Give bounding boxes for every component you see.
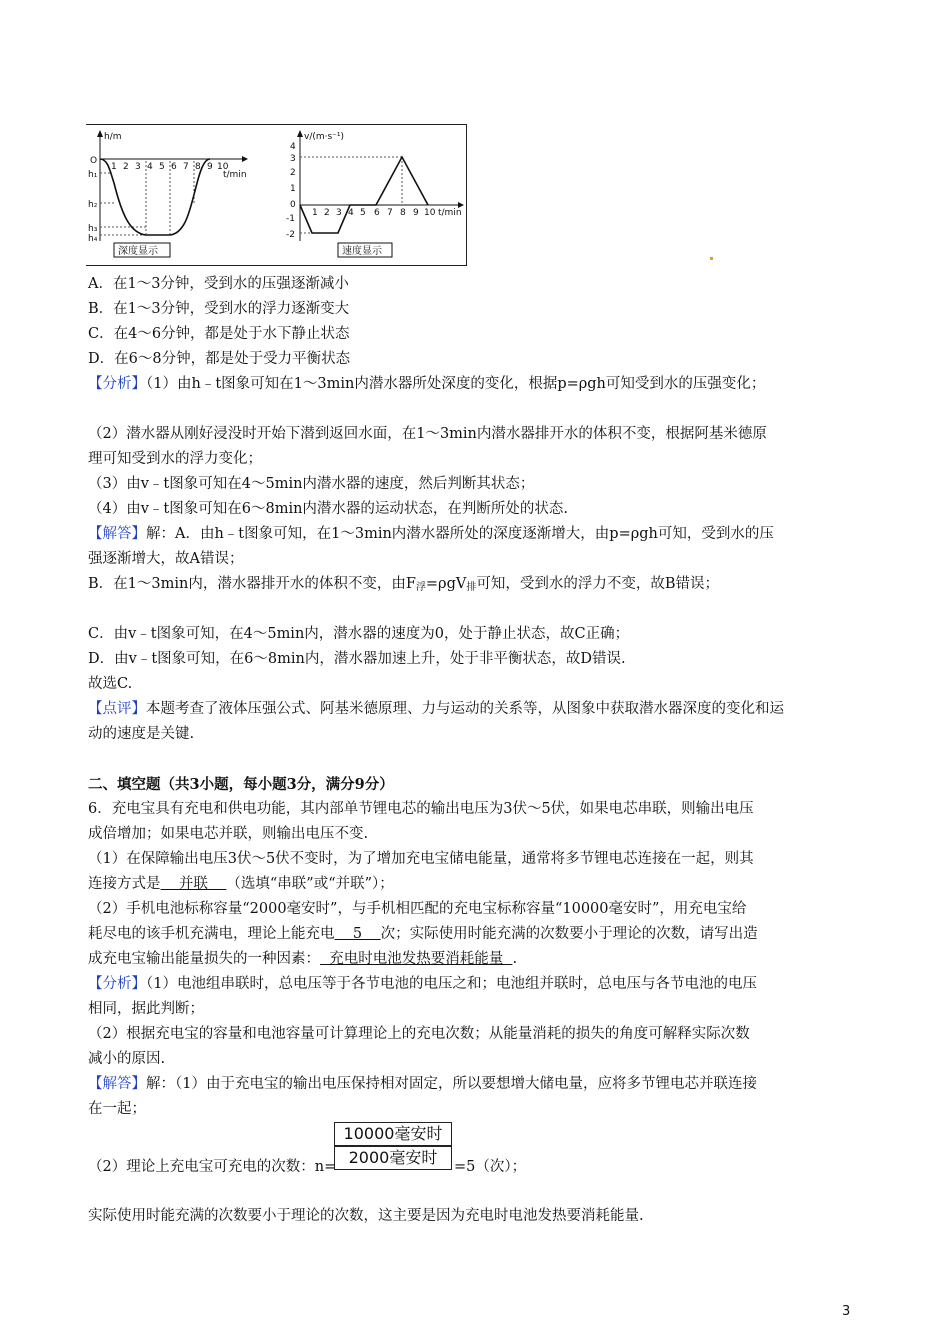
depth-x-tick: 9 <box>207 162 213 172</box>
q6-text: . <box>512 951 518 967</box>
velocity-x-tick: 9 <box>413 208 419 218</box>
q6-text: （选填“串联”或“并联”）； <box>226 876 394 892</box>
answer-text: B．在1～3min内，潜水器排开水的体积不变，由F <box>88 576 416 592</box>
depth-y-axis-label: h/m <box>104 132 122 142</box>
velocity-y-tick: -2 <box>286 230 295 240</box>
answer-text: D．由v﹣t图象可知，在6～8min内，潜水器加速上升，处于非平衡状态，故D错误. <box>88 651 626 667</box>
depth-origin-label: O <box>90 156 98 166</box>
question-body <box>88 272 878 1229</box>
velocity-x-tick: 10 <box>424 208 436 218</box>
answer-text: C．由v﹣t图象可知，在4～5min内，潜水器的速度为0，处于静止状态，故C正确； <box>88 626 630 642</box>
velocity-y-tick: 3 <box>290 154 296 164</box>
velocity-x-tick: 2 <box>324 208 330 218</box>
analysis-text: 理可知受到水的浮力变化； <box>88 451 262 467</box>
depth-x-tick: 5 <box>159 162 165 172</box>
subscript-buoyancy: 浮 <box>415 582 426 593</box>
fraction-numerator: 10000毫安时 <box>335 1123 451 1147</box>
depth-graph <box>88 130 248 257</box>
analysis-line <box>88 372 878 397</box>
fraction-line <box>88 1122 878 1182</box>
depth-x-tick: 1 <box>111 162 117 172</box>
q6-text: 次；实际使用时能充满的次数要小于理论的次数，请写出造 <box>380 926 758 942</box>
section-title: 二、填空题（共3小题，每小题3分，满分9分） <box>88 776 394 793</box>
depth-y-tick: h₃ <box>88 224 98 234</box>
depth-y-tick: h₂ <box>88 200 98 210</box>
analysis-tag: 【分析】 <box>88 376 146 392</box>
analysis2-line <box>88 972 878 997</box>
velocity-graph <box>286 130 464 257</box>
analysis-text: （1）由h﹣t图象可知在1～3min内潜水器所处深度的变化，根据p=ρgh可知受到水的压强变化； <box>146 376 766 392</box>
velocity-line <box>300 157 428 233</box>
option-a: A．在1～3分钟，受到水的压强逐渐减小 <box>88 276 349 292</box>
answer2-text: 在一起； <box>88 1101 146 1117</box>
subscript-displaced: 排 <box>466 582 477 593</box>
analysis2-text: 相同，据此判断； <box>88 1001 204 1017</box>
depth-x-axis-label: t/min <box>223 170 247 180</box>
answer2-text: 解：（1）由于充电宝的输出电压保持相对固定，所以要想增大储电量，应将多节锂电芯并联连接 <box>146 1076 757 1092</box>
velocity-x-tick: 3 <box>336 208 342 218</box>
analysis-text: （3）由v﹣t图象可知在4～5min内潜水器的速度，然后判断其状态； <box>88 476 535 492</box>
depth-x-tick: 6 <box>171 162 177 172</box>
answer-tag: 【解答】 <box>88 526 146 542</box>
velocity-x-axis-label: t/min <box>438 208 462 218</box>
velocity-x-tick: 1 <box>312 208 318 218</box>
option-b: B．在1～3分钟，受到水的浮力逐渐变大 <box>88 301 350 317</box>
option-c: C．在4～6分钟，都是处于水下静止状态 <box>88 326 350 342</box>
velocity-y-tick: -1 <box>286 214 295 224</box>
q6-part2-line-b <box>88 947 878 972</box>
answer-line <box>88 522 878 547</box>
answer-blank-1: 并联 <box>160 876 227 892</box>
fraction-box <box>334 1122 452 1170</box>
depth-x-tick: 3 <box>135 162 141 172</box>
comment-text: 动的速度是关键. <box>88 726 195 742</box>
q6-part2-line <box>88 922 878 947</box>
depth-x-tick: 10 <box>217 162 229 172</box>
q6-text: （1）在保障输出电压3伏～5伏不变时，为了增加充电宝储电能量，通常将多节锂电芯连接在一起，则其 <box>88 851 754 867</box>
graphs-figure <box>86 124 467 266</box>
answer-line-b <box>88 572 878 597</box>
answer-blank-2: 5 <box>334 926 381 942</box>
velocity-y-axis-label: v/(m·s⁻¹) <box>304 132 345 142</box>
analysis-text: （2）潜水器从刚好浸没时开始下潜到返回水面，在1～3min内潜水器排开水的体积不变，根据阿基米德原 <box>88 426 767 442</box>
answer-text: =ρgV <box>425 576 467 592</box>
q6-text: 成充电宝输出能量损失的一种因素： <box>88 951 320 967</box>
answer-text: 可知，受到水的浮力不变，故B错误； <box>476 576 719 592</box>
page-number: 3 <box>842 1304 851 1319</box>
option-d: D．在6～8分钟，都是处于受力平衡状态 <box>88 351 351 367</box>
analysis-text: （4）由v﹣t图象可知在6～8min内潜水器的运动状态，在判断所处的状态. <box>88 501 569 517</box>
answer-text: 强逐渐增大，故A错误； <box>88 551 244 567</box>
velocity-x-tick: 8 <box>400 208 406 218</box>
analysis2-text: （1）电池组串联时，总电压等于各节电池的电压之和；电池组并联时，总电压与各节电池的电压 <box>146 976 757 992</box>
fraction-prefix: （2）理论上充电宝可充电的次数：n= <box>88 1159 337 1175</box>
stray-mark <box>710 257 713 260</box>
depth-x-tick: 8 <box>195 162 201 172</box>
q6-part1-line <box>88 872 878 897</box>
velocity-y-tick: 0 <box>290 200 296 210</box>
comment-line <box>88 697 878 722</box>
analysis2-text: 减小的原因. <box>88 1051 166 1067</box>
answer2-line <box>88 1072 878 1097</box>
answer-blank-3: 充电时电池发热要消耗能量 <box>320 951 513 967</box>
velocity-y-tick: 1 <box>290 184 296 194</box>
velocity-x-tick: 6 <box>374 208 380 218</box>
velocity-y-tick: 2 <box>290 168 296 178</box>
fraction-suffix: =5（次）； <box>454 1159 527 1175</box>
velocity-caption: 速度显示 <box>342 246 382 257</box>
velocity-x-tick: 7 <box>387 208 393 218</box>
depth-y-tick: h₄ <box>88 234 98 244</box>
q6-text: 6．充电宝具有充电和供电功能，其内部单节锂电芯的输出电压为3伏～5伏，如果电芯串联，则输出电压 <box>88 801 754 817</box>
answer2-text: 实际使用时能充满的次数要小于理论的次数，这主要是因为充电时电池发热要消耗能量. <box>88 1208 644 1224</box>
q6-text: （2）手机电池标称容量“2000毫安时”，与手机相匹配的充电宝标称容量“10000毫安时”，用充电宝给 <box>88 901 747 917</box>
depth-x-tick: 2 <box>123 162 129 172</box>
answer-text: 故选C. <box>88 676 133 692</box>
depth-y-tick: h₁ <box>88 170 98 180</box>
depth-x-tick: 7 <box>183 162 189 172</box>
answer-text: 解：A．由h﹣t图象可知，在1～3min内潜水器所处的深度逐渐增大，由p=ρgh可知，受到水的压 <box>146 526 774 542</box>
depth-caption: 深度显示 <box>118 246 158 257</box>
depth-x-tick: 4 <box>147 162 153 172</box>
analysis2-text: （2）根据充电宝的容量和电池容量可计算理论上的充电次数；从能量消耗的损失的角度可解释实际次数 <box>88 1026 750 1042</box>
velocity-x-tick: 5 <box>360 208 366 218</box>
comment-tag: 【点评】 <box>88 701 146 717</box>
fraction-denominator: 2000毫安时 <box>348 1148 438 1167</box>
graphs-svg <box>86 125 466 265</box>
comment-text: 本题考查了液体压强公式、阿基米德原理、力与运动的关系等，从图象中获取潜水器深度的变化和运 <box>146 701 784 717</box>
q6-text: 连接方式是 <box>88 876 161 892</box>
analysis2-tag: 【分析】 <box>88 976 146 992</box>
answer2-tag: 【解答】 <box>88 1076 146 1092</box>
velocity-x-tick: 4 <box>348 208 354 218</box>
velocity-y-tick: 4 <box>290 142 296 152</box>
q6-text: 成倍增加；如果电芯并联，则输出电压不变. <box>88 826 369 842</box>
q6-text: 耗尽电的该手机充满电，理论上能充电 <box>88 926 335 942</box>
